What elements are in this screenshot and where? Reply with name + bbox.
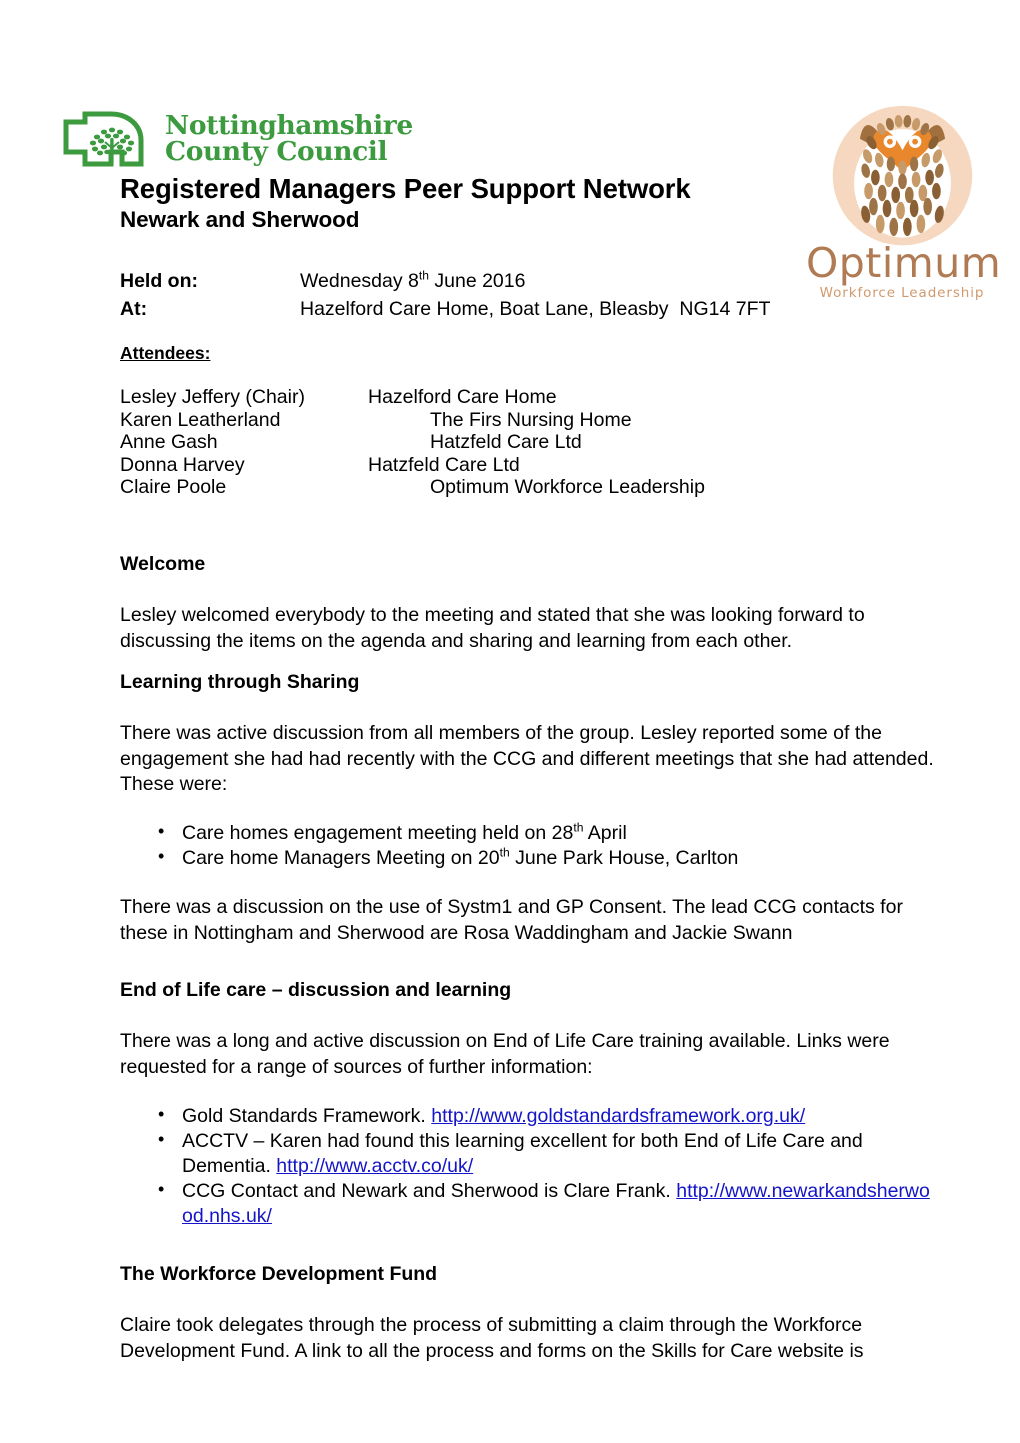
optimum-workforce-leadership-logo <box>806 100 1002 301</box>
welcome-paragraph: Lesley welcomed everybody to the meeting and stated that she was looking forward to discussing the items on the agenda and sharing and learning from each other. <box>120 604 865 652</box>
wdf-heading: The Workforce Development Fund <box>120 1263 438 1285</box>
at-value: Hazelford Care Home, Boat Lane, Bleasby NG14 7FT <box>300 297 771 320</box>
attendee-row <box>120 409 705 432</box>
attendees-heading: Attendees: <box>120 343 211 363</box>
held-on-date-post: June 2016 <box>428 270 526 292</box>
attendee-row <box>120 454 705 477</box>
page-title <box>120 172 820 233</box>
bullet-text: ACCTV – Karen had found this learning excellent for both End of Life Care and Dementia. <box>182 1129 863 1177</box>
bullet-text-post: April <box>583 822 627 845</box>
list-item <box>120 846 940 871</box>
meta-row-at <box>120 296 770 324</box>
newark-and-sherwood-nhs-link[interactable]: http://www.newarkandsherwood.nhs.uk/ <box>182 1179 930 1227</box>
attendee-name: Claire Poole <box>120 476 227 499</box>
meeting-meta <box>120 268 770 323</box>
attendees-list <box>120 386 705 499</box>
learning-heading: Learning through Sharing <box>120 671 360 693</box>
attendee-name: Anne Gash <box>120 431 218 454</box>
nottinghamshire-county-council-logo <box>63 108 413 170</box>
attendee-org: The Firs Nursing Home <box>430 408 632 431</box>
end-of-life-bullet-list <box>120 1104 940 1229</box>
list-item <box>120 821 940 846</box>
bullet-text: Gold Standards Framework. <box>182 1105 432 1128</box>
acctv-link[interactable]: http://www.acctv.co/uk/ <box>276 1154 474 1177</box>
bullet-text-pre: Care home Managers Meeting on 20 <box>182 847 500 870</box>
optimum-wordmark: Optimum <box>806 239 1002 287</box>
page-title-main: Registered Managers Peer Support Network <box>120 173 691 204</box>
list-item <box>120 1104 940 1129</box>
owl-icon <box>825 100 980 255</box>
bullet-ordinal: th <box>499 845 510 860</box>
bullet-ordinal: th <box>573 820 584 835</box>
attendee-name: Donna Harvey <box>120 453 245 476</box>
section-workforce-development-fund <box>120 1262 940 1364</box>
gold-standards-framework-link[interactable]: http://www.goldstandardsframework.org.uk/ <box>431 1105 806 1128</box>
learning-paragraph: There was active discussion from all members of the group. Lesley reported some of the engagement she had had recently with the CCG and different meetings that she had attended. These were: <box>120 722 934 796</box>
held-on-date-pre: Wednesday 8 <box>300 270 419 292</box>
bullet-text-post: June Park House, Carlton <box>509 847 739 870</box>
attendee-org: Hatzfeld Care Ltd <box>368 453 520 476</box>
held-on-label: Held on: <box>120 270 198 292</box>
section-end-of-life-care <box>120 978 940 1229</box>
council-name-line2: County Council <box>165 136 388 167</box>
held-on-value <box>300 268 525 296</box>
attendee-row <box>120 431 705 454</box>
section-learning-through-sharing <box>120 670 940 946</box>
council-wordmark <box>165 109 413 167</box>
wdf-paragraph: Claire took delegates through the process of submitting a claim through the Workforce Development Fund. A link to all the process and forms on the Skills for Care website is <box>120 1314 864 1362</box>
optimum-tagline: Workforce Leadership <box>819 285 985 301</box>
attendee-org: Optimum Workforce Leadership <box>430 476 705 499</box>
council-name-line1: Nottinghamshire <box>165 109 413 141</box>
section-welcome <box>120 552 940 654</box>
at-label: At: <box>120 297 148 320</box>
list-item <box>120 1179 940 1229</box>
learning-bullet-list <box>120 821 940 871</box>
welcome-heading: Welcome <box>120 553 206 575</box>
tree-in-frame-icon <box>63 108 155 170</box>
attendee-name: Lesley Jeffery (Chair) <box>120 386 305 408</box>
attendee-org: Hazelford Care Home <box>368 386 557 408</box>
page-subtitle: Newark and Sherwood <box>120 206 360 232</box>
attendee-name: Karen Leatherland <box>120 408 281 431</box>
end-of-life-paragraph: There was a long and active discussion on End of Life Care training available. Links were requested for a range of sources of further information: <box>120 1030 890 1078</box>
meta-row-held-on <box>120 268 770 296</box>
attendee-org: Hatzfeld Care Ltd <box>430 431 582 454</box>
bullet-text: CCG Contact and Newark and Sherwood is Clare Frank. <box>182 1179 677 1202</box>
attendee-row <box>120 386 705 409</box>
systm1-paragraph: There was a discussion on the use of Systm1 and GP Consent. The lead CCG contacts for these in Nottingham and Sherwood are Rosa Waddingham and Jackie Swann <box>120 896 903 944</box>
bullet-text-pre: Care homes engagement meeting held on 28 <box>182 822 574 845</box>
held-on-date-ordinal: th <box>418 268 429 283</box>
end-of-life-heading: End of Life care – discussion and learning <box>120 979 512 1001</box>
attendee-row <box>120 476 705 499</box>
list-item <box>120 1129 940 1179</box>
